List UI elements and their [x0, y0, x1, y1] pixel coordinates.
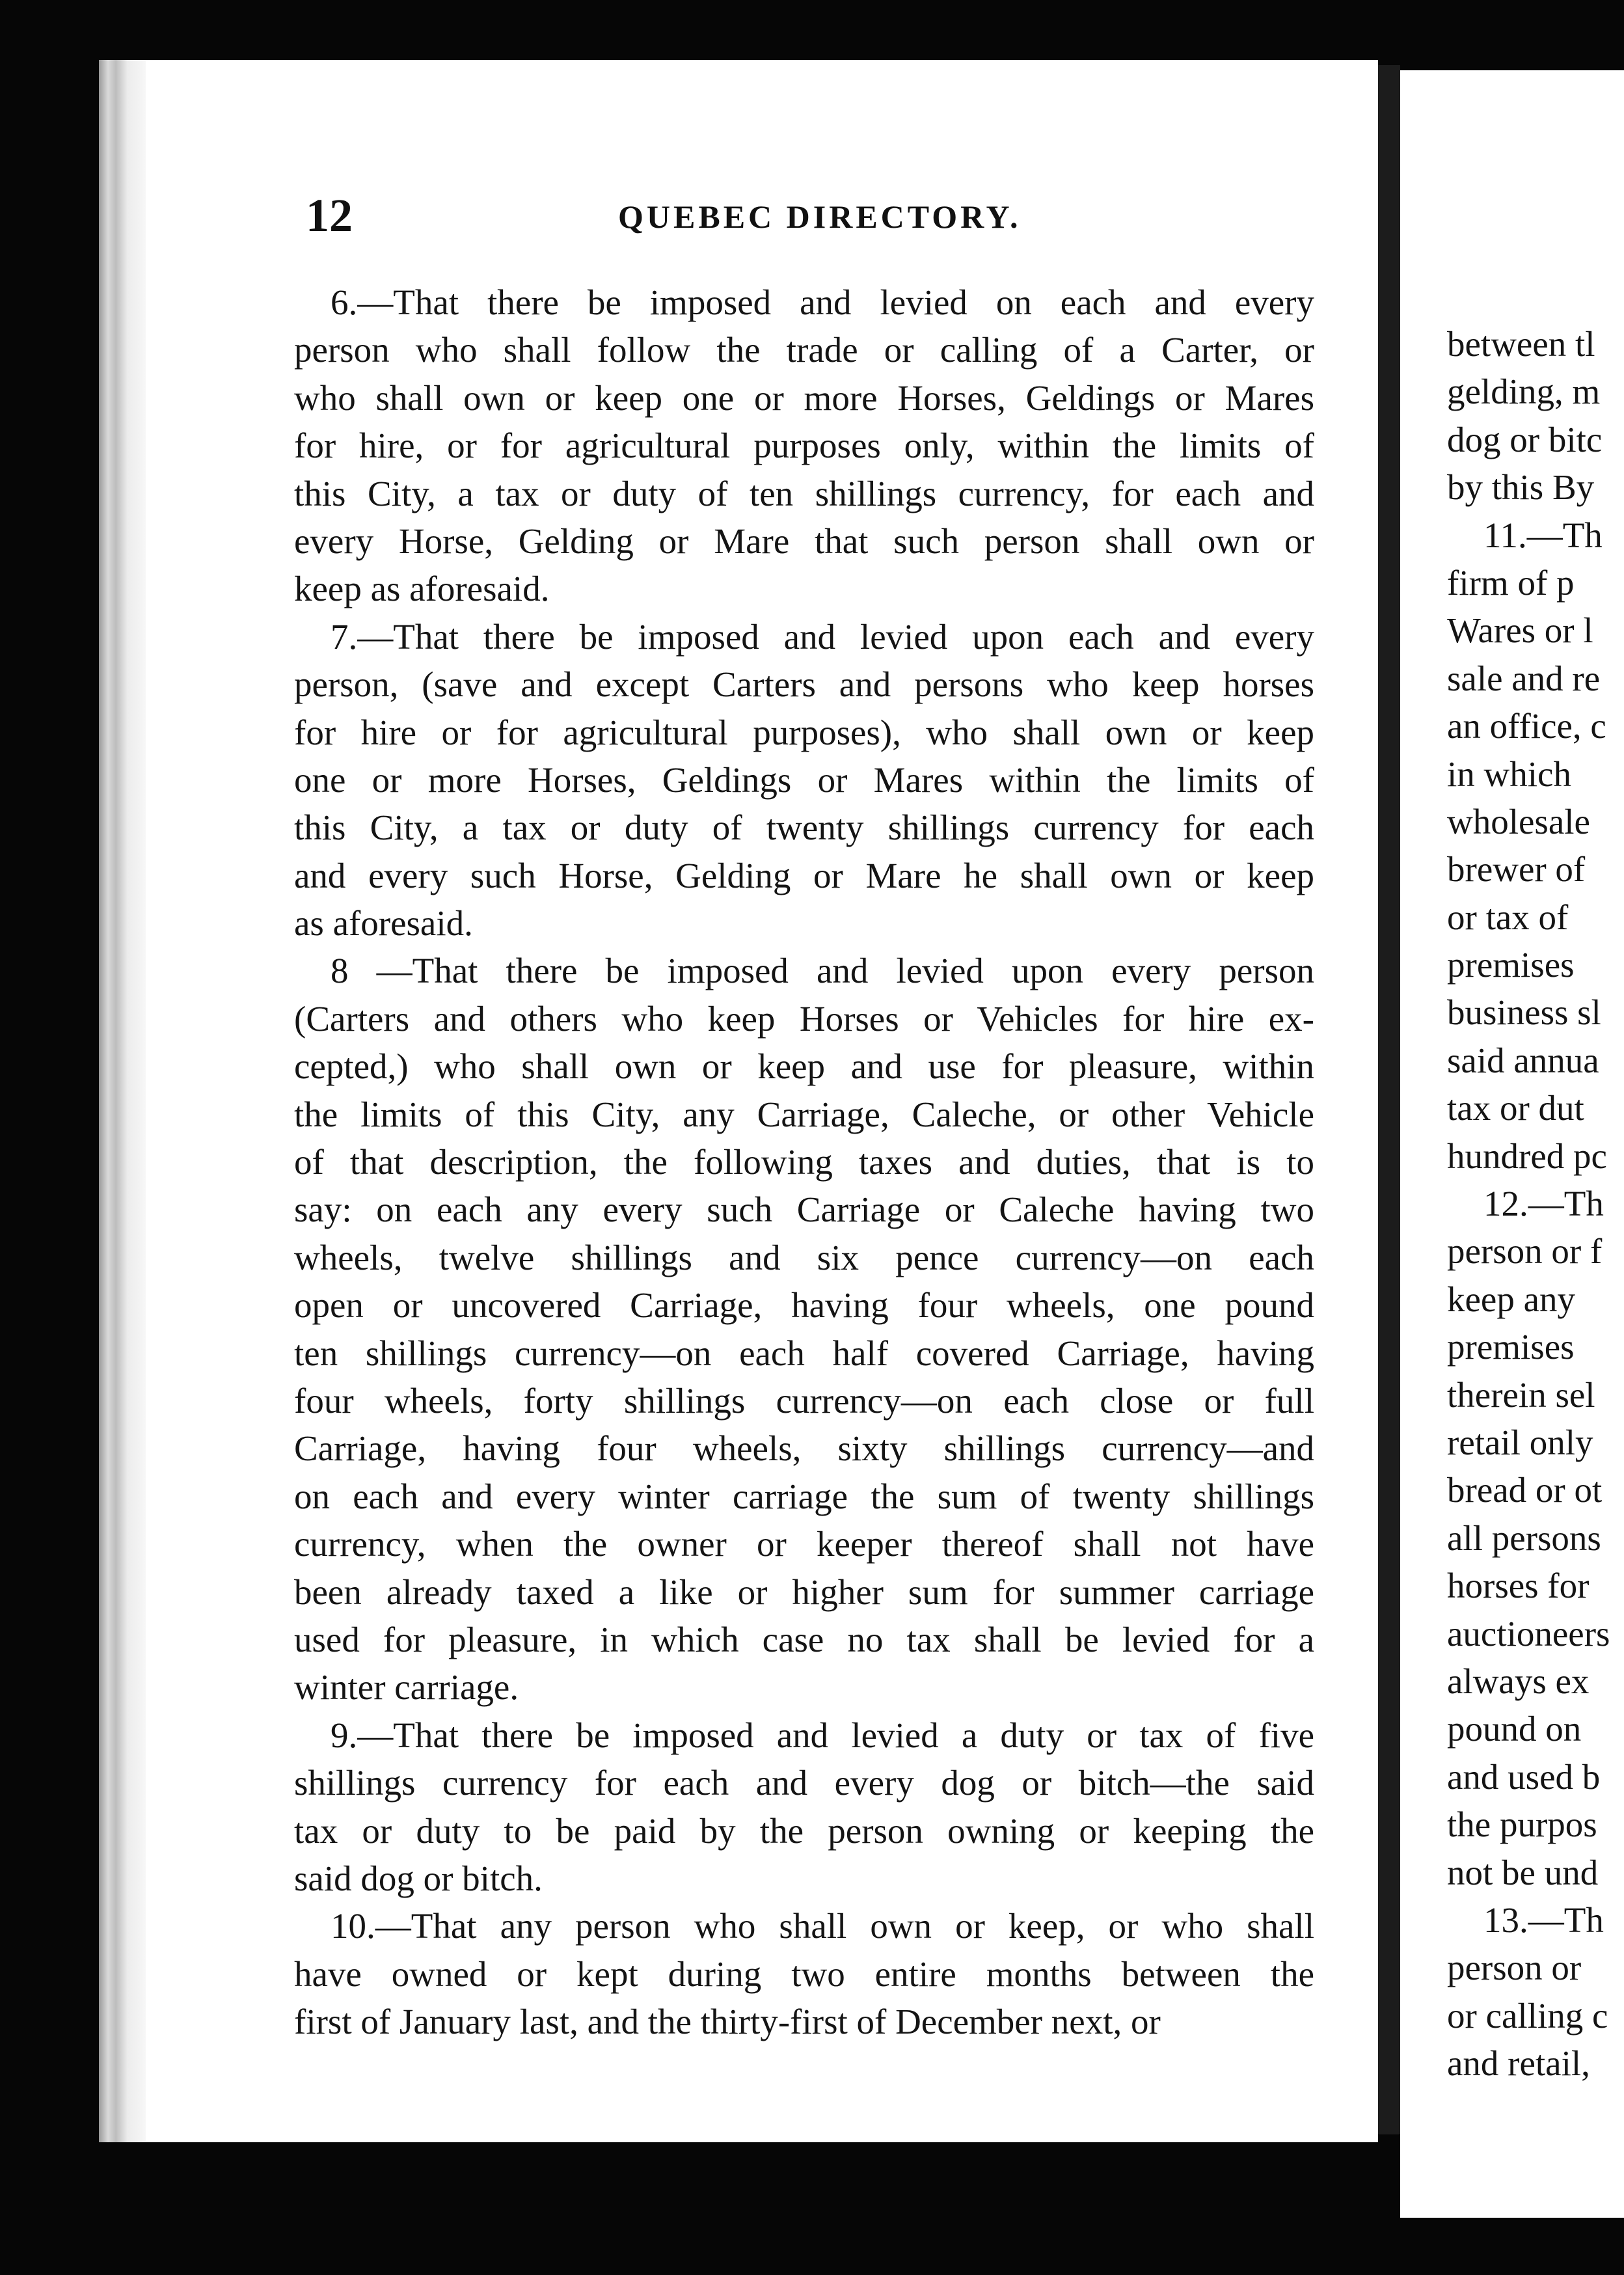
text-line: or tax of	[1447, 897, 1569, 937]
text-line: dog or bitc	[1447, 419, 1603, 459]
text-line: and retail,	[1447, 2043, 1590, 2084]
text-line: first of January last, and the thirty-first of December next, or	[294, 2002, 1161, 2042]
right-page	[1400, 70, 1624, 2218]
text-line: open or uncovered Carriage, having four wheels, one pound	[294, 1285, 1314, 1326]
text-line: tax or duty to be paid by the person owning or keeping the	[294, 1810, 1314, 1851]
text-line: this City, a tax or duty of ten shillings currency, for each and	[294, 473, 1314, 513]
text-line: wheels, twelve shillings and six pence currency—on each	[294, 1237, 1314, 1277]
text-line: 9.—That there be imposed and levied a duty or tax of five	[331, 1715, 1314, 1755]
text-line: 11.—Th	[1483, 515, 1603, 555]
text-line: bread or ot	[1447, 1470, 1603, 1510]
text-line: person or f	[1447, 1231, 1603, 1272]
text-line: every Horse, Gelding or Mare that such person shall own or	[294, 521, 1314, 561]
text-line: sale and re	[1447, 658, 1601, 698]
text-line: ten shillings currency—on each half covered Carriage, having	[294, 1333, 1314, 1373]
text-line: winter carriage.	[294, 1667, 519, 1708]
text-line: the purpos	[1447, 1805, 1597, 1845]
text-line: who shall own or keep one or more Horses, Geldings or Mares	[294, 377, 1314, 418]
text-line: (Carters and others who keep Horses or Vehicles for hire ex-	[294, 998, 1314, 1039]
text-line: person or	[1447, 1948, 1582, 1988]
left-page-edge	[99, 60, 146, 2142]
text-line: tax or dut	[1447, 1088, 1584, 1128]
text-line: cepted,) who shall own or keep and use for pleasure, within	[294, 1046, 1314, 1087]
paragraph	[294, 613, 1314, 947]
paragraph	[294, 947, 1314, 1711]
text-line: one or more Horses, Geldings or Mares within the limits of	[294, 759, 1314, 800]
text-line: pound on	[1447, 1709, 1582, 1749]
paragraph	[294, 1711, 1314, 1903]
text-line: 8 —That there be imposed and levied upon every person	[331, 951, 1314, 991]
text-line: currency, when the owner or keeper thereof shall not have	[294, 1524, 1314, 1564]
text-line: premises	[1447, 1327, 1575, 1367]
paragraph	[294, 1902, 1314, 2045]
left-page-text	[294, 279, 1314, 2045]
text-line: for hire, or for agricultural purposes only, within the limits of	[294, 426, 1314, 466]
book-gutter	[1378, 65, 1400, 2134]
text-line: in which	[1447, 754, 1571, 794]
text-line: this City, a tax or duty of twenty shillings currency for each	[294, 808, 1314, 848]
text-line: used for pleasure, in which case no tax shall be levied for a	[294, 1619, 1314, 1659]
text-line: therein sel	[1447, 1374, 1595, 1415]
text-line: say: on each any every such Carriage or Caleche having two	[294, 1190, 1314, 1230]
text-line: person, (save and except Carters and persons who keep horses	[294, 664, 1314, 705]
text-line: shillings currency for each and every dog or bitch—the said	[294, 1763, 1314, 1803]
paragraph	[294, 279, 1314, 613]
text-line: 10.—That any person who shall own or keep, or who shall	[331, 1906, 1314, 1946]
text-line: on each and every winter carriage the sum of twenty shillings	[294, 1476, 1314, 1516]
text-line: wholesale	[1447, 801, 1590, 841]
text-line: the limits of this City, any Carriage, Caleche, or other Vehicle	[294, 1094, 1314, 1134]
text-line: 6.—That there be imposed and levied on each and every	[331, 282, 1314, 322]
text-line: Carriage, having four wheels, sixty shillings currency—and	[294, 1428, 1314, 1469]
text-line: always ex	[1447, 1661, 1590, 1701]
text-line: retail only	[1447, 1422, 1593, 1462]
text-line: 7.—That there be imposed and levied upon each and every	[331, 616, 1314, 657]
text-line: gelding, m	[1447, 372, 1601, 412]
text-line: an office, c	[1447, 706, 1606, 746]
text-line: have owned or kept during two entire months between the	[294, 1954, 1314, 1994]
page-number: 12	[306, 189, 353, 241]
text-line: premises	[1447, 945, 1575, 985]
text-line: said annua	[1447, 1040, 1599, 1080]
text-line: Wares or l	[1447, 610, 1593, 651]
text-line: as aforesaid.	[294, 903, 473, 944]
text-line: four wheels, forty shillings currency—on each close or full	[294, 1380, 1314, 1421]
text-line: 12.—Th	[1483, 1184, 1604, 1224]
text-line: brewer of	[1447, 849, 1586, 890]
text-line: horses for	[1447, 1566, 1590, 1606]
text-line: firm of p	[1447, 562, 1575, 603]
text-line: hundred pc	[1447, 1136, 1607, 1176]
running-head	[306, 189, 1412, 260]
text-line: for hire or for agricultural purposes), who shall own or keep	[294, 712, 1314, 752]
text-line: keep any	[1447, 1279, 1575, 1319]
text-line: by this By	[1447, 467, 1595, 508]
text-line: said dog or bitch.	[294, 1858, 543, 1898]
text-line: of that description, the following taxes and duties, that is to	[294, 1142, 1314, 1182]
text-line: not be und	[1447, 1852, 1599, 1892]
text-line: been already taxed a like or higher sum for summer carriage	[294, 1572, 1314, 1612]
right-page-text	[1447, 320, 1624, 2087]
text-line: or calling c	[1447, 1995, 1608, 2036]
text-line: and used b	[1447, 1756, 1601, 1797]
text-line: keep as aforesaid.	[294, 569, 550, 609]
text-line: all persons	[1447, 1518, 1601, 1558]
text-line: auctioneers	[1447, 1613, 1610, 1654]
text-line: and every such Horse, Gelding or Mare he shall own or keep	[294, 855, 1314, 895]
text-line: 13.—Th	[1483, 1900, 1604, 1940]
text-line: person who shall follow the trade or calling of a Carter, or	[294, 330, 1314, 370]
page-title: QUEBEC DIRECTORY.	[618, 198, 1022, 235]
text-line: between tl	[1447, 324, 1595, 364]
text-line: business sl	[1447, 992, 1601, 1033]
